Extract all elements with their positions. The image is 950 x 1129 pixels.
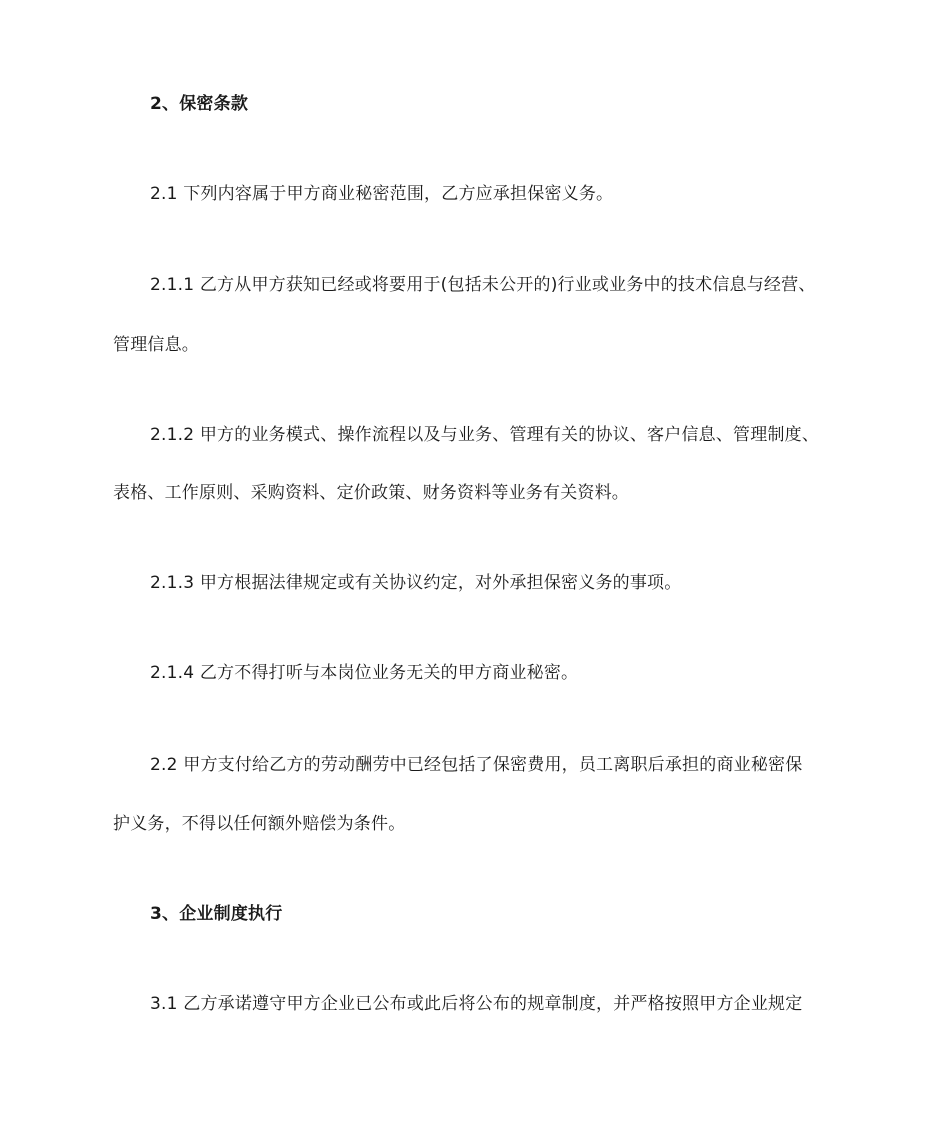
paragraph-line: 护义务，不得以任何额外赔偿为条件。 xyxy=(113,814,406,834)
paragraph-line: 管理信息。 xyxy=(113,335,199,355)
paragraph-line: 2.1.3 甲方根据法律规定或有关协议约定，对外承担保密义务的事项。 xyxy=(150,573,682,593)
paragraph-line: 3.1 乙方承诺遵守甲方企业已公布或此后将公布的规章制度，并严格按照甲方企业规定 xyxy=(150,994,803,1014)
paragraph-line: 表格、工作原则、采购资料、定价政策、财务资料等业务有关资料。 xyxy=(113,483,629,503)
paragraph-line: 2.1.4 乙方不得打听与本岗位业务无关的甲方商业秘密。 xyxy=(150,663,579,683)
paragraph-line: 2.1.2 甲方的业务模式、操作流程以及与业务、管理有关的协议、客户信息、管理制度、 xyxy=(150,425,820,445)
paragraph-line: 2.2 甲方支付给乙方的劳动酬劳中已经包括了保密费用，员工离职后承担的商业秘密保 xyxy=(150,755,803,775)
paragraph-line: 2.1.1 乙方从甲方获知已经或将要用于(包括未公开的)行业或业务中的技术信息与经营、 xyxy=(150,275,816,295)
section-heading: 3、企业制度执行 xyxy=(150,904,283,924)
paragraph-line: 2.1 下列内容属于甲方商业秘密范围，乙方应承担保密义务。 xyxy=(150,184,614,204)
section-heading: 2、保密条款 xyxy=(150,94,249,114)
